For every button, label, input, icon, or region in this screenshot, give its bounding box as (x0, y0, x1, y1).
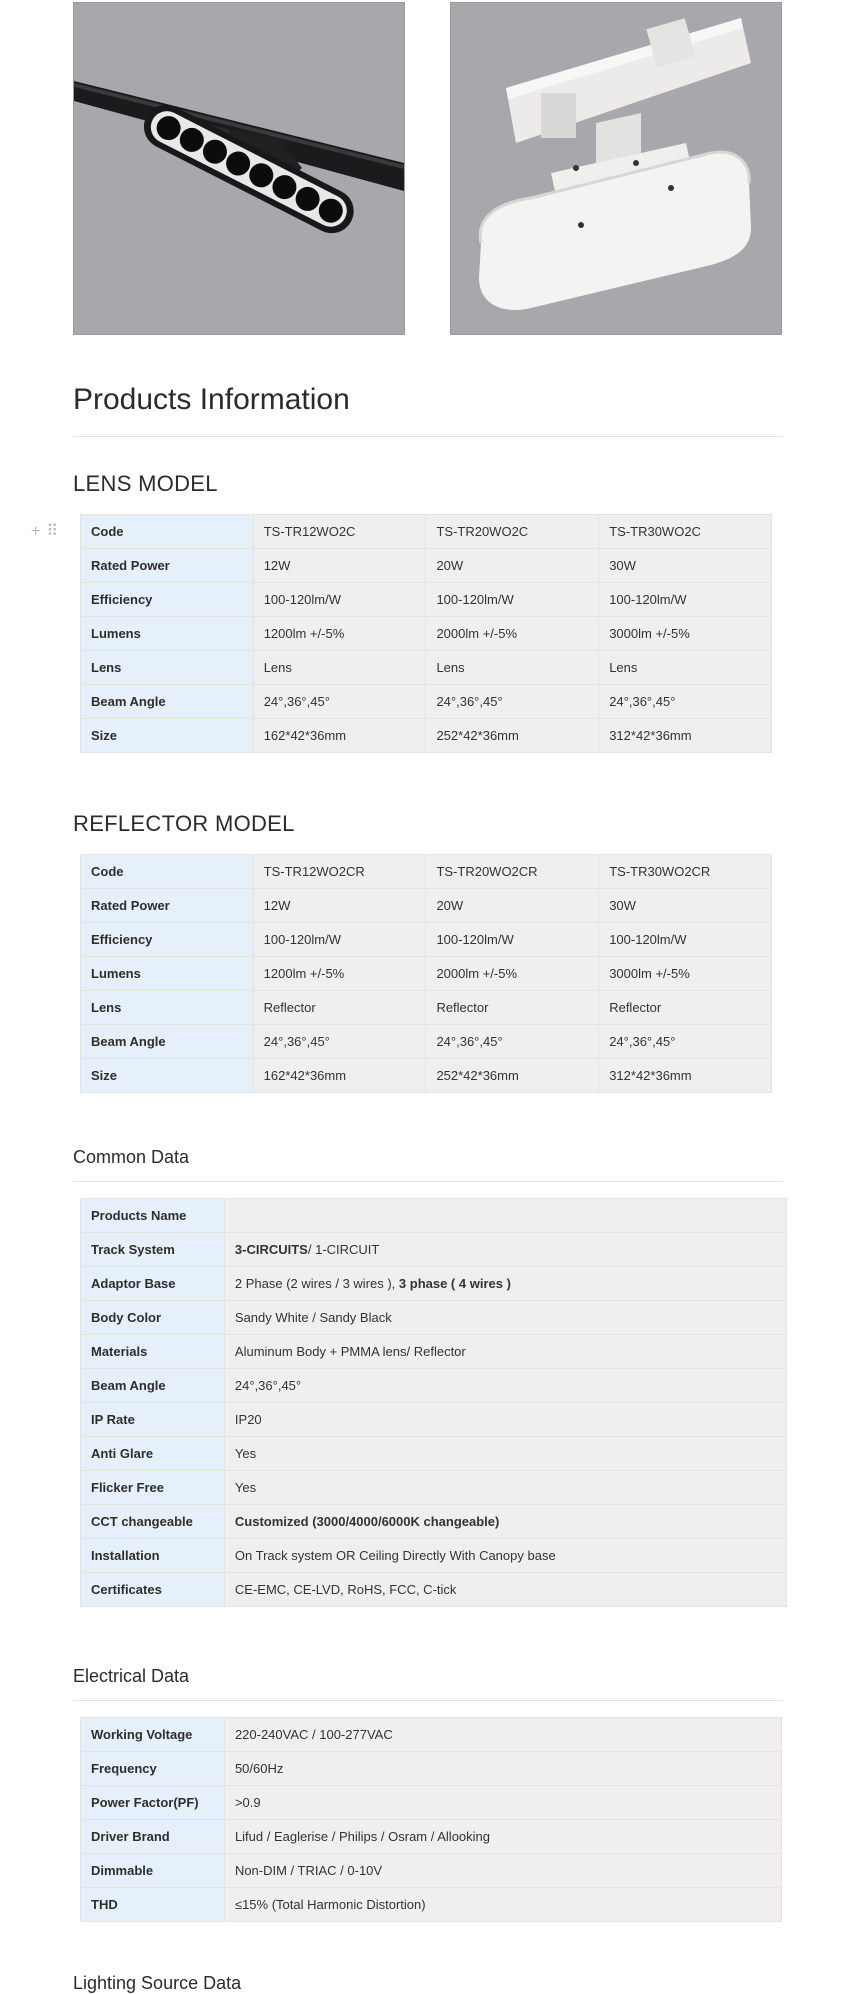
table-cell: 3000lm +/-5% (599, 957, 772, 991)
product-image-row (73, 2, 783, 335)
product-image-white[interactable] (450, 2, 782, 335)
row-label: Frequency (81, 1752, 225, 1786)
row-label: Efficiency (81, 923, 254, 957)
lens-model-title: LENS MODEL (73, 471, 218, 496)
common-data-table (80, 1198, 787, 1607)
table-row (81, 1267, 787, 1301)
common-data-title: Common Data (73, 1147, 190, 1167)
table-cell: Lens (253, 651, 426, 685)
table-row (81, 1199, 787, 1233)
table-cell: 12W (253, 889, 426, 923)
table-cell: 100-120lm/W (599, 583, 772, 617)
table-row (81, 1752, 782, 1786)
table-cell (224, 1539, 786, 1573)
table-row (81, 923, 772, 957)
table-cell: 312*42*36mm (599, 719, 772, 753)
value-text: IP20 (234, 1412, 262, 1427)
black-track-light-illustration (74, 3, 404, 334)
row-label: Installation (81, 1539, 225, 1573)
table-cell: 162*42*36mm (253, 1059, 426, 1093)
row-label: Adaptor Base (81, 1267, 225, 1301)
table-cell: 252*42*36mm (426, 1059, 599, 1093)
row-label: Rated Power (81, 549, 254, 583)
table-cell: 2000lm +/-5% (426, 617, 599, 651)
table-row (81, 1437, 787, 1471)
table-cell: 24°,36°,45° (253, 685, 426, 719)
value-text: CE-EMC, CE-LVD, RoHS, FCC, C-tick (234, 1582, 457, 1597)
row-label: Size (81, 719, 254, 753)
table-cell: 100-120lm/W (253, 923, 426, 957)
table-row (81, 515, 772, 549)
row-label: THD (81, 1888, 225, 1922)
table-row (81, 1888, 782, 1922)
block-gutter[interactable] (31, 521, 71, 541)
value-text: Yes (234, 1446, 257, 1461)
table-cell: Lens (426, 651, 599, 685)
row-label: Products Name (81, 1199, 225, 1233)
value-text: / 1-CIRCUIT (307, 1242, 380, 1257)
value-text: Yes (234, 1480, 257, 1495)
table-row (81, 1539, 787, 1573)
row-label: Code (81, 515, 254, 549)
table-cell (224, 1505, 786, 1539)
table-cell (224, 1335, 786, 1369)
product-image-black[interactable] (73, 2, 405, 335)
table-row (81, 1025, 772, 1059)
value-text: 220-240VAC / 100-277VAC (234, 1727, 393, 1742)
table-cell (224, 1437, 786, 1471)
table-row (81, 1820, 782, 1854)
table-row (81, 855, 772, 889)
reflector-model-table (80, 854, 772, 1093)
row-label: Anti Glare (81, 1437, 225, 1471)
row-label: Working Voltage (81, 1718, 225, 1752)
row-label: Code (81, 855, 254, 889)
table-cell (224, 1888, 781, 1922)
row-label: Lens (81, 651, 254, 685)
table-cell: TS-TR20WO2CR (426, 855, 599, 889)
table-cell: 100-120lm/W (426, 923, 599, 957)
table-cell: 20W (426, 549, 599, 583)
table-cell: Lens (599, 651, 772, 685)
table-cell: Reflector (426, 991, 599, 1025)
row-label: Certificates (81, 1573, 225, 1607)
value-text: On Track system OR Ceiling Directly With Canopy base (234, 1548, 556, 1563)
value-text: 2 Phase (2 wires / 3 wires ), (234, 1276, 399, 1291)
table-row (81, 1369, 787, 1403)
row-label: IP Rate (81, 1403, 225, 1437)
table-cell: 24°,36°,45° (426, 685, 599, 719)
bold-value: 3-CIRCUITS (234, 1242, 308, 1257)
lens-model-table (80, 514, 772, 753)
table-cell (224, 1786, 781, 1820)
table-cell (224, 1233, 786, 1267)
table-row (81, 889, 772, 923)
table-row (81, 1786, 782, 1820)
table-cell: TS-TR30WO2C (599, 515, 772, 549)
table-cell: 1200lm +/-5% (253, 617, 426, 651)
row-label: Lumens (81, 617, 254, 651)
value-text: Non-DIM / TRIAC / 0-10V (234, 1863, 383, 1878)
row-label: Power Factor(PF) (81, 1786, 225, 1820)
value-text: Aluminum Body + PMMA lens/ Reflector (234, 1344, 466, 1359)
table-cell (224, 1573, 786, 1607)
row-label: Driver Brand (81, 1820, 225, 1854)
table-cell: 312*42*36mm (599, 1059, 772, 1093)
table-row (81, 1403, 787, 1437)
value-text: 24°,36°,45° (234, 1378, 302, 1393)
table-cell (224, 1718, 781, 1752)
table-row (81, 957, 772, 991)
lighting-source-data-title: Lighting Source Data (73, 1973, 242, 1993)
table-cell: 2000lm +/-5% (426, 957, 599, 991)
plus-icon[interactable]: + (31, 523, 41, 540)
table-row (81, 1301, 787, 1335)
value-text: 50/60Hz (234, 1761, 284, 1776)
row-label: Track System (81, 1233, 225, 1267)
table-cell: 252*42*36mm (426, 719, 599, 753)
white-track-light-illustration (451, 3, 781, 334)
table-cell: 162*42*36mm (253, 719, 426, 753)
table-row (81, 1573, 787, 1607)
table-cell: 30W (599, 889, 772, 923)
row-label: Efficiency (81, 583, 254, 617)
table-cell: Reflector (599, 991, 772, 1025)
table-cell: 24°,36°,45° (253, 1025, 426, 1059)
table-row (81, 1335, 787, 1369)
table-cell: 1200lm +/-5% (253, 957, 426, 991)
table-cell (224, 1854, 781, 1888)
table-row (81, 1854, 782, 1888)
common-data-divider (73, 1181, 783, 1182)
table-cell: 24°,36°,45° (599, 685, 772, 719)
row-label: Beam Angle (81, 1369, 225, 1403)
reflector-model-title: REFLECTOR MODEL (73, 811, 295, 836)
row-label: Lens (81, 991, 254, 1025)
table-cell: 100-120lm/W (253, 583, 426, 617)
row-label: Beam Angle (81, 1025, 254, 1059)
table-row (81, 549, 772, 583)
table-cell: 100-120lm/W (599, 923, 772, 957)
table-cell: 3000lm +/-5% (599, 617, 772, 651)
table-cell (224, 1301, 786, 1335)
electrical-data-table (80, 1717, 782, 1922)
table-row (81, 1233, 787, 1267)
row-label: Flicker Free (81, 1471, 225, 1505)
drag-handle-icon[interactable]: ⠿ (46, 523, 59, 540)
row-label: Rated Power (81, 889, 254, 923)
title-divider (73, 436, 783, 437)
bold-value: 3 phase ( 4 wires ) (398, 1276, 511, 1291)
table-cell: 12W (253, 549, 426, 583)
value-text: Sandy White / Sandy Black (234, 1310, 392, 1325)
value-text: >0.9 (234, 1795, 261, 1810)
table-cell (224, 1752, 781, 1786)
bold-value: Customized (3000/4000/6000K changeable) (234, 1514, 500, 1529)
row-label: Size (81, 1059, 254, 1093)
table-cell (224, 1267, 786, 1301)
row-label: Body Color (81, 1301, 225, 1335)
table-row (81, 1505, 787, 1539)
table-cell (224, 1471, 786, 1505)
table-cell: TS-TR12WO2C (253, 515, 426, 549)
table-cell: TS-TR12WO2CR (253, 855, 426, 889)
row-label: Beam Angle (81, 685, 254, 719)
table-cell: 24°,36°,45° (599, 1025, 772, 1059)
table-row (81, 617, 772, 651)
table-cell: 100-120lm/W (426, 583, 599, 617)
table-cell (224, 1403, 786, 1437)
table-cell (224, 1369, 786, 1403)
table-cell: TS-TR30WO2CR (599, 855, 772, 889)
table-row (81, 1718, 782, 1752)
row-label: Lumens (81, 957, 254, 991)
table-row (81, 651, 772, 685)
row-label: CCT changeable (81, 1505, 225, 1539)
table-cell: 20W (426, 889, 599, 923)
electrical-data-title: Electrical Data (73, 1666, 190, 1686)
table-cell: Reflector (253, 991, 426, 1025)
table-cell: 24°,36°,45° (426, 1025, 599, 1059)
table-cell: 30W (599, 549, 772, 583)
table-row (81, 1059, 772, 1093)
page-title: Products Information (73, 383, 350, 416)
row-label: Dimmable (81, 1854, 225, 1888)
table-row (81, 991, 772, 1025)
electrical-data-divider (73, 1700, 783, 1701)
table-cell (224, 1820, 781, 1854)
row-label: Materials (81, 1335, 225, 1369)
table-row (81, 1471, 787, 1505)
table-row (81, 685, 772, 719)
value-text: ≤15% (Total Harmonic Distortion) (234, 1897, 426, 1912)
value-text: Lifud / Eaglerise / Philips / Osram / Allooking (234, 1829, 490, 1844)
table-row (81, 583, 772, 617)
table-cell (224, 1199, 786, 1233)
table-cell: TS-TR20WO2C (426, 515, 599, 549)
table-row (81, 719, 772, 753)
